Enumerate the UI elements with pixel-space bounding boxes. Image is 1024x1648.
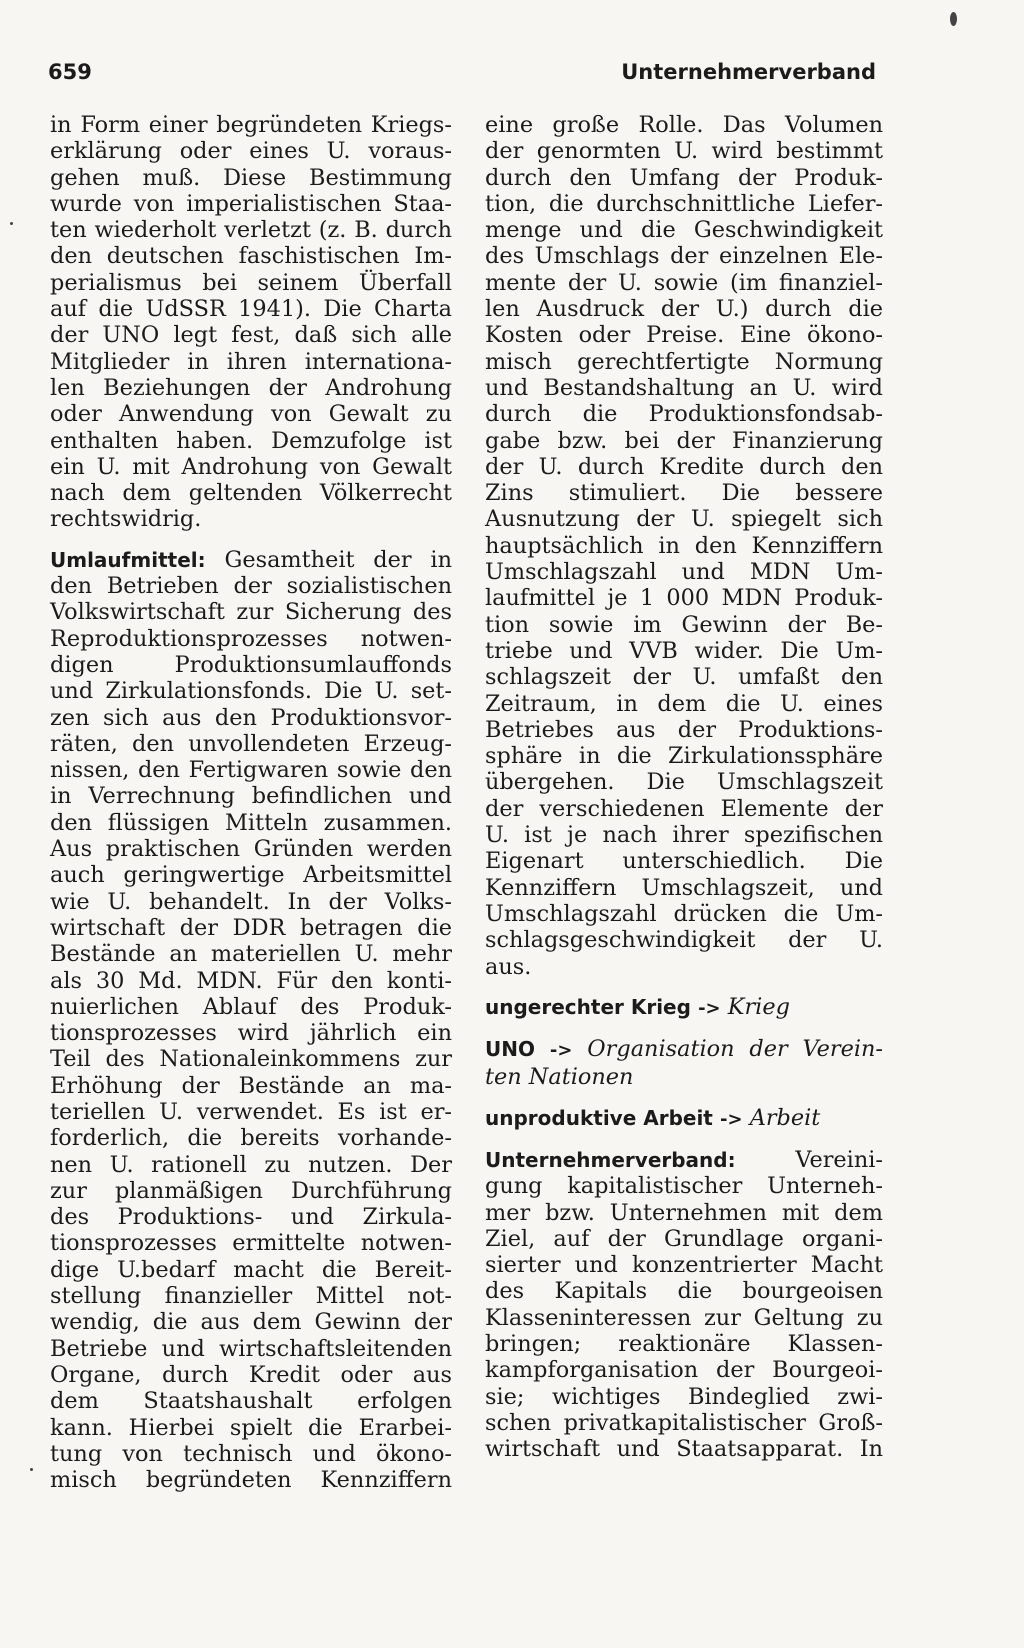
cross-reference-link-continued[interactable]: ten Nationen <box>485 1064 634 1091</box>
text-line: misch begründeten Kennziffern <box>50 1467 452 1494</box>
text-line: menge und die Geschwindigkeit <box>485 217 883 244</box>
text-line: schlagszeit der U. umfaßt den <box>485 664 883 691</box>
text-line: zen sich aus den Produktionsvor- <box>50 704 452 731</box>
text-line: Kosten oder Preise. Eine ökono- <box>485 322 883 349</box>
entry-first-words: Vereini- <box>795 1146 883 1173</box>
text-line: tionsprozesses wird jährlich ein <box>50 1020 452 1047</box>
text-line: schlagsgeschwindigkeit der U. <box>485 927 883 954</box>
text-line: übergehen. Die Umschlagszeit <box>485 769 883 796</box>
text-line: Umschlagszahl und MDN Um- <box>485 559 883 586</box>
text-line: gehen muß. Diese Bestimmung <box>50 164 452 191</box>
entry-headword: Umlaufmittel: <box>50 547 206 572</box>
entry-umlaufmittel-heading <box>50 547 452 573</box>
text-line: Klasseninteressen zur Geltung zu <box>485 1304 883 1331</box>
text-line: den flüssigen Mitteln zusammen. <box>50 809 452 836</box>
text-line: triebe und VVB wider. Die Um- <box>485 637 883 664</box>
entry-unproduktive-arbeit <box>485 1105 883 1133</box>
text-line: len Beziehungen der Androhung <box>50 374 452 401</box>
text-line: hauptsächlich in den Kennziffern <box>485 532 883 559</box>
cross-reference-arrow-icon: -> <box>698 997 721 1019</box>
text-line: auf die UdSSR 1941). Die Charta <box>50 296 452 323</box>
text-line: durch die Produktionsfondsab- <box>485 401 883 428</box>
text-line: tionsprozesses ermittelte notwen- <box>50 1230 452 1257</box>
cross-reference-arrow-icon: -> <box>549 1040 573 1062</box>
text-line: ten wiederholt verletzt (z. B. durch <box>50 217 452 244</box>
text-line: Zins stimuliert. Die bessere <box>485 480 883 507</box>
text-line: kann. Hierbei spielt die Erarbei- <box>50 1414 452 1441</box>
text-line: Teil des Nationaleinkommens zur <box>50 1046 452 1073</box>
text-line: gung kapitalistischer Unterneh- <box>485 1173 883 1200</box>
text-line: sphäre in die Zirkulationssphäre <box>485 743 883 770</box>
entry-unternehmerverband-text <box>485 1173 883 1462</box>
text-line: Erhöhung der Bestände an ma- <box>50 1072 452 1099</box>
text-line: ein U. mit Androhung von Gewalt <box>50 453 452 480</box>
text-line: laufmittel je 1 000 MDN Produk- <box>485 585 883 612</box>
text-line: des Kapitals die bourgeoisen <box>485 1278 883 1305</box>
text-line: wie U. behandelt. In der Volks- <box>50 888 452 915</box>
text-line: schen privatkapitalistischer Groß- <box>485 1409 883 1436</box>
text-line: Bestände an materiellen U. mehr <box>50 941 452 968</box>
text-line: aus. <box>485 953 532 980</box>
text-line: digen Produktionsumlauffonds <box>50 651 452 678</box>
text-line: wendig, die aus dem Gewinn der <box>50 1309 452 1336</box>
text-line: wirtschaft und Staatsapparat. In <box>485 1436 883 1463</box>
text-line: bringen; reaktionäre Klassen- <box>485 1331 883 1358</box>
text-line: nissen, den Fertigwaren sowie den <box>50 757 452 784</box>
text-line: sie; wichtiges Bindeglied zwi- <box>485 1383 883 1410</box>
text-line: Zeitraum, in dem die U. eines <box>485 690 883 717</box>
text-line: durch den Umfang der Produk- <box>485 164 883 191</box>
text-line: Ziel, auf der Grundlage organi- <box>485 1225 883 1252</box>
text-line: Ausnutzung der U. spiegelt sich <box>485 506 883 533</box>
text-line: der genormten U. wird bestimmt <box>485 138 883 165</box>
page-number: 659 <box>48 60 92 84</box>
text-line: der UNO legt fest, daß sich alle <box>50 322 452 349</box>
text-line: den Betrieben der sozialistischen <box>50 573 452 600</box>
text-line: misch gerechtfertigte Normung <box>485 348 883 375</box>
text-line: des Produktions- und Zirkula- <box>50 1204 452 1231</box>
entry-uno <box>485 1036 883 1064</box>
left-column <box>50 112 452 1493</box>
text-line: erklärung oder eines U. voraus- <box>50 138 452 165</box>
text-line: und Zirkulationsfonds. Die U. set- <box>50 678 452 705</box>
text-line: rechtswidrig. <box>50 506 202 533</box>
text-line: enthalten haben. Demzufolge ist <box>50 427 452 454</box>
entry-umlaufmittel-text <box>50 573 452 1493</box>
text-line: U. ist je nach ihrer spezifischen <box>485 822 883 849</box>
cross-reference-link[interactable]: Krieg <box>727 993 790 1020</box>
text-line: oder Anwendung von Gewalt zu <box>50 401 452 428</box>
text-line: zur planmäßigen Durchführung <box>50 1177 452 1204</box>
text-line: forderlich, die bereits vorhande- <box>50 1125 452 1152</box>
text-line: und Bestandshaltung an U. wird <box>485 374 883 401</box>
text-line: gabe bzw. bei der Finanzierung <box>485 427 883 454</box>
text-line: mer bzw. Unternehmen mit dem <box>485 1199 883 1226</box>
text-line: perialismus bei seinem Überfall <box>50 269 452 296</box>
text-line: tung von technisch und ökono- <box>50 1440 452 1467</box>
text-line: kampforganisation der Bourgeoi- <box>485 1357 883 1384</box>
entry-headword: UNO <box>485 1037 535 1062</box>
text-line: der verschiedenen Elemente der <box>485 795 883 822</box>
text-line: Volkswirtschaft zur Sicherung des <box>50 599 452 626</box>
text-line: nach dem geltenden Völkerrecht <box>50 480 452 507</box>
entry-first-words: Gesamtheit der in <box>224 546 452 573</box>
text-line: wurde von imperialistischen Staa- <box>50 190 452 217</box>
continued-entry-text <box>50 112 452 533</box>
text-line: dem Staatshaushalt erfolgen <box>50 1388 452 1415</box>
text-line: Betriebes aus der Produktions- <box>485 716 883 743</box>
text-line: den deutschen faschistischen Im- <box>50 243 452 270</box>
right-column <box>485 112 883 1463</box>
text-line: räten, den unvollendeten Erzeug- <box>50 730 452 757</box>
text-line: in Verrechnung befindlichen und <box>50 783 452 810</box>
text-line: des Umschlags der einzelnen Ele- <box>485 243 883 270</box>
text-line: in Form einer begründeten Kriegs- <box>50 112 452 138</box>
text-line: Organe, durch Kredit oder aus <box>50 1361 452 1388</box>
text-line: nuierlichen Ablauf des Produk- <box>50 993 452 1020</box>
text-line: auch geringwertige Arbeitsmittel <box>50 862 452 889</box>
text-line: der U. durch Kredite durch den <box>485 453 883 480</box>
cross-reference-link[interactable]: Organisation der Verein- <box>587 1036 883 1063</box>
text-line: Umschlagszahl drücken die Um- <box>485 900 883 927</box>
text-line: als 30 Md. MDN. Für den konti- <box>50 967 452 994</box>
text-line: Betriebe und wirtschaftsleitenden <box>50 1335 452 1362</box>
text-line: wirtschaft der DDR betragen die <box>50 914 452 941</box>
text-line: tion, die durchschnittliche Liefer- <box>485 190 883 217</box>
text-line: Mitglieder in ihren internationa- <box>50 348 452 375</box>
text-line: dige U.bedarf macht die Bereit- <box>50 1256 452 1283</box>
text-line: tion sowie im Gewinn der Be- <box>485 611 883 638</box>
text-line: sierter und konzentrierter Macht <box>485 1252 883 1279</box>
entry-headword: unproduktive Arbeit <box>485 1105 713 1130</box>
text-line: Reproduktionsprozesses notwen- <box>50 625 452 652</box>
text-line: Aus praktischen Gründen werden <box>50 836 452 863</box>
continued-entry-text <box>485 112 883 980</box>
text-line: Kennziffern Umschlagszeit, und <box>485 874 883 901</box>
text-line: eine große Rolle. Das Volumen <box>485 112 883 138</box>
entry-headword: ungerechter Krieg <box>485 994 691 1019</box>
text-line: mente der U. sowie (im finanziel- <box>485 269 883 296</box>
text-line: Eigenart unterschiedlich. Die <box>485 848 883 875</box>
cross-reference-arrow-icon: -> <box>720 1108 743 1130</box>
text-line: nen U. rationell zu nutzen. Der <box>50 1151 452 1178</box>
cross-reference-link[interactable]: Arbeit <box>749 1104 821 1131</box>
text-line: teriellen U. verwendet. Es ist er- <box>50 1098 452 1125</box>
text-line: stellung finanzieller Mittel not- <box>50 1283 452 1310</box>
scan-speck <box>30 1468 33 1471</box>
scan-speck <box>10 222 13 225</box>
text-line: len Ausdruck der U.) durch die <box>485 296 883 323</box>
entry-ungerechter-krieg <box>485 994 883 1022</box>
running-head: Unternehmerverband <box>621 60 876 84</box>
entry-unternehmerverband-heading <box>485 1147 883 1173</box>
entry-headword: Unternehmerverband: <box>485 1147 736 1172</box>
scan-speck <box>950 12 957 26</box>
